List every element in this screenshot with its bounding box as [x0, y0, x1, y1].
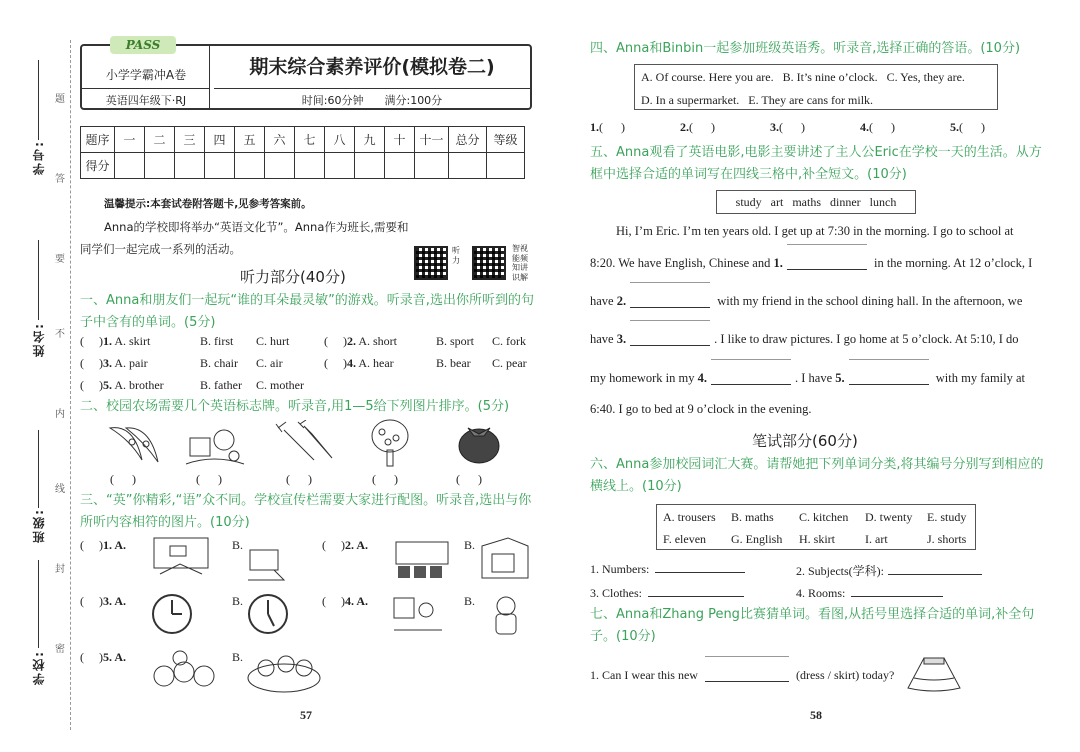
- q2-answer-5[interactable]: ( ): [456, 472, 482, 486]
- class-line: [38, 430, 39, 508]
- qr-video-label: 智视能频知讲识解: [512, 244, 528, 282]
- q5-num: 3.: [616, 332, 627, 346]
- score-header-cell: 题序: [81, 127, 115, 153]
- q1-option-a[interactable]: A. brother: [114, 378, 164, 392]
- skirt-picture: [904, 654, 964, 696]
- series-name: 小学学霸冲A卷: [105, 68, 187, 82]
- score-header-cell: 三: [175, 127, 205, 153]
- seal-char: 内: [55, 409, 65, 420]
- vegetables-picture: [244, 646, 324, 696]
- score-header-cell: 四: [205, 127, 235, 153]
- q7-sentence-1: [590, 668, 894, 683]
- school-line: [38, 560, 39, 648]
- seal-char: 答: [55, 174, 65, 185]
- q6-word: B. maths: [731, 510, 774, 524]
- q1-option-b[interactable]: B. first: [200, 334, 234, 348]
- q4-title: 四、Anna和Binbin一起参加班级英语秀。听录音,选择正确的答语。(10分): [590, 41, 1021, 56]
- q5-text: 8:20. We have English, Chinese and: [590, 256, 771, 270]
- q5-text: . I have: [795, 371, 833, 385]
- q5-line-6: 6:40. I go to bed at 9 o’clock in the evening.: [590, 402, 812, 416]
- q6-category-label: 3. Clothes:: [590, 586, 643, 600]
- score-cell[interactable]: [265, 153, 295, 179]
- q6-title: 六、Anna参加校园词汇大赛。请帮她把下列单词分类,将其编号分别写到相应的横线上。(10分): [590, 457, 1044, 494]
- q5-line-5: [590, 371, 1025, 386]
- q6-category-label: 2. Subjects(学科):: [796, 564, 884, 578]
- score-cell[interactable]: [175, 153, 205, 179]
- q5-blank-5[interactable]: [849, 373, 929, 385]
- q6-word: F. eleven: [663, 532, 707, 546]
- pea-pod-picture: [104, 420, 164, 468]
- score-header-cell: 八: [325, 127, 355, 153]
- q5-text: . I like to draw pictures. I go home at 5 o’clock. At 5:10, I do: [714, 332, 1019, 346]
- q5-num: 5.: [835, 371, 845, 385]
- exam-meta: [214, 88, 530, 108]
- q1-option-a[interactable]: A. pair: [114, 356, 148, 370]
- q6-word: E. study: [927, 510, 967, 524]
- score-header-cell: 七: [295, 127, 325, 153]
- q5-text: my homework in my: [590, 371, 695, 385]
- exam-header: [80, 38, 532, 110]
- q4-options-line-1: A. Of course. Here you are. B. It’s nine o’clock. C. Yes, they are.: [641, 70, 965, 84]
- time-limit: 时间:60分钟: [301, 94, 364, 107]
- q6-blank-4[interactable]: [851, 596, 943, 597]
- q3-item-4: ( )4. A.: [322, 594, 369, 608]
- q3-option-b[interactable]: B.: [464, 538, 476, 552]
- score-cell[interactable]: [487, 153, 525, 179]
- q5-blank-1[interactable]: [787, 258, 867, 270]
- score-table: [80, 126, 525, 179]
- score-header-cell: 一: [115, 127, 145, 153]
- qr-listen-label: 听力: [452, 246, 460, 265]
- pass-badge: PASS: [110, 36, 176, 54]
- writing-section-title: 笔试部分(60分): [752, 432, 858, 450]
- student-id-line: [38, 60, 39, 140]
- header-series-box: [82, 38, 210, 108]
- q3-option-a[interactable]: 2. A.: [345, 538, 369, 552]
- q4-num: 5.: [950, 120, 959, 134]
- q4-num: 1.: [590, 120, 599, 134]
- q1-option-a[interactable]: A. skirt: [114, 334, 151, 348]
- q5-title: 五、Anna观看了英语电影,电影主要讲述了主人公Eric在学校一天的生活。从方框中选择合适的单词写在四线三格中,补全短文。(10分): [590, 145, 1042, 182]
- edition-label: 英语四年级下·RJ: [82, 88, 210, 108]
- gym-picture: [478, 536, 532, 582]
- score-row-label: 得分: [81, 153, 115, 179]
- q5-word-box: study art maths dinner lunch: [716, 190, 916, 214]
- q6-blank-2[interactable]: [888, 574, 982, 575]
- q3-item-5: ( )5. A.: [80, 650, 127, 664]
- q5-line-2: [590, 256, 1032, 271]
- q1-row-3: ( )3. A. pair: [80, 356, 148, 370]
- seal-char: 密: [55, 644, 65, 655]
- q7-blank-1[interactable]: [705, 670, 789, 682]
- farm-scene-picture: [184, 420, 246, 470]
- q5-text: with my family at: [935, 371, 1026, 385]
- score-cell[interactable]: [415, 153, 449, 179]
- q7-title: 七、Anna和Zhang Peng比赛猜单词。看图,从括号里选择合适的单词,补全句子。(10分): [590, 607, 1035, 644]
- q5-blank-2[interactable]: [630, 296, 710, 308]
- q5-text: in the morning. At 12 o’clock, I: [873, 256, 1033, 270]
- q6-category-3: [590, 586, 744, 601]
- apple-tree-picture: [368, 418, 412, 468]
- q5-text: have: [590, 294, 614, 308]
- qr-code-listen[interactable]: [414, 246, 448, 280]
- q3-item-3: ( )3. A.: [80, 594, 127, 608]
- seal-char: 题: [55, 94, 65, 105]
- score-header-cell: 六: [265, 127, 295, 153]
- q1-option-c[interactable]: C. mother: [256, 378, 304, 392]
- q1-option-c[interactable]: C. fork: [492, 334, 526, 348]
- q6-word: G. English: [731, 532, 783, 546]
- q1-option-b[interactable]: B. bear: [436, 356, 471, 370]
- score-header-cell: 十: [385, 127, 415, 153]
- exam-title: 期末综合素养评价(模拟卷二): [249, 56, 495, 78]
- q6-category-2: [796, 562, 982, 579]
- q1-num: 2.: [347, 334, 356, 348]
- study-room-picture: [390, 594, 446, 638]
- listening-section-title: 听力部分(40分): [240, 268, 346, 286]
- score-cell[interactable]: [325, 153, 355, 179]
- q1-num: 5.: [103, 378, 112, 392]
- q2-answer-3[interactable]: ( ): [286, 472, 312, 486]
- q1-option-b[interactable]: B. sport: [436, 334, 475, 348]
- cat-picture: [484, 592, 528, 640]
- score-cell[interactable]: [115, 153, 145, 179]
- q6-category-4: [796, 586, 943, 601]
- q1-option-c[interactable]: C. hurt: [256, 334, 290, 348]
- full-score: 满分:100分: [384, 94, 443, 107]
- clock-a-picture: [150, 592, 194, 636]
- q5-text: with my friend in the school dining hall. In the afternoon, we: [717, 294, 1023, 308]
- fruits-picture: [150, 646, 222, 694]
- q1-num: 1.: [103, 334, 112, 348]
- score-header-cell: 十一: [415, 127, 449, 153]
- q3-option-b[interactable]: B.: [232, 594, 244, 608]
- score-header-cell: 五: [235, 127, 265, 153]
- q5-line-1: Hi, I’m Eric. I’m ten years old. I get up at 7:30 in the morning. I go to school at: [616, 224, 1014, 238]
- school-label: 学校:: [32, 650, 46, 685]
- score-header-cell: 等级: [487, 127, 525, 153]
- q5-line-4: [590, 332, 1019, 347]
- q6-word: A. trousers: [663, 510, 716, 524]
- q6-category-1: [590, 562, 745, 577]
- q1-row-1: ( )1. A. skirt: [80, 334, 151, 348]
- q4-options-box: [634, 64, 998, 110]
- q2-title: 二、校园农场需要几个英语标志牌。听录音,用1—5给下列图片排序。(5分): [80, 399, 510, 414]
- score-cell[interactable]: [385, 153, 415, 179]
- q7-text: 1. Can I wear this new: [590, 668, 698, 682]
- computer-room-picture: [244, 540, 290, 584]
- q3-option-b[interactable]: B.: [232, 538, 244, 552]
- q6-word: H. skirt: [799, 532, 835, 546]
- q5-num: 4.: [697, 371, 708, 385]
- q6-category-label: 1. Numbers:: [590, 562, 650, 576]
- q2-answer-4[interactable]: ( ): [372, 472, 398, 486]
- q6-word: C. kitchen: [799, 510, 849, 524]
- q1-num: 3.: [103, 356, 112, 370]
- q3-item-2: ( )2. A.: [322, 538, 369, 552]
- q5-blank-3[interactable]: [630, 334, 710, 346]
- seal-char: 线: [55, 484, 65, 495]
- score-cell[interactable]: [145, 153, 175, 179]
- q1-option-c[interactable]: C. air: [256, 356, 283, 370]
- q5-num: 2.: [616, 294, 627, 308]
- q5-num: 1.: [773, 256, 783, 270]
- q3-option-a[interactable]: 1. A.: [103, 538, 127, 552]
- q4-answer-3[interactable]: 3.( ): [770, 120, 805, 134]
- q6-word: J. shorts: [927, 532, 967, 546]
- score-cell[interactable]: [355, 153, 385, 179]
- q1-option-c[interactable]: C. pear: [492, 356, 527, 370]
- classroom-picture: [150, 534, 212, 582]
- score-cell[interactable]: [235, 153, 265, 179]
- page-number-left: 57: [300, 708, 312, 722]
- score-header-cell: 九: [355, 127, 385, 153]
- q5-blank-4[interactable]: [711, 373, 791, 385]
- q4-answer-1[interactable]: 1.( ): [590, 120, 625, 134]
- q1-option-b[interactable]: B. chair: [200, 356, 238, 370]
- carrot-picture: [274, 420, 338, 468]
- q7-text: (dress / skirt) today?: [795, 668, 895, 682]
- q3-option-b[interactable]: B.: [232, 650, 244, 664]
- score-header-cell: 总分: [449, 127, 487, 153]
- class-label: 班级:: [32, 508, 46, 543]
- q1-row-5: ( )5. A. brother: [80, 378, 164, 392]
- q5-text: have: [590, 332, 614, 346]
- q3-option-b[interactable]: B.: [464, 594, 476, 608]
- q1-option-b[interactable]: B. father: [200, 378, 242, 392]
- q1-title: 一、Anna和朋友们一起玩“谁的耳朵最灵敏”的游戏。听录音,选出你所听到的句子中含有的单词。(5分): [80, 293, 534, 330]
- tip-text: 温馨提示:本套试卷附答题卡,见参考答案前。: [104, 198, 312, 210]
- q1-num: 4.: [347, 356, 356, 370]
- q3-option-a[interactable]: 5. A.: [103, 650, 127, 664]
- q3-item-1: ( )1. A.: [80, 538, 127, 552]
- q4-answer-4[interactable]: 4.( ): [860, 120, 895, 134]
- q4-num: 4.: [860, 120, 869, 134]
- page-number-right: 58: [810, 708, 822, 722]
- q1-option-a[interactable]: A. short: [358, 334, 398, 348]
- q6-word-box: [656, 504, 976, 550]
- score-header-cell: 二: [145, 127, 175, 153]
- seal-char: 要: [55, 254, 65, 265]
- seal-char: 不: [55, 329, 65, 340]
- name-label: 姓名:: [32, 322, 46, 357]
- name-line: [38, 240, 39, 320]
- q1-row-4: ( )4. A. hear: [324, 356, 394, 370]
- q4-num: 3.: [770, 120, 779, 134]
- q3-title: 三、“英”你精彩,“语”众不同。学校宣传栏需要大家进行配图。听录音,选出与你所听内容相符的图片。(10分): [80, 493, 532, 530]
- tomato-picture: [454, 418, 504, 468]
- q6-category-label: 4. Rooms:: [796, 586, 846, 600]
- q5-line-3: [590, 294, 1022, 309]
- score-cell[interactable]: [295, 153, 325, 179]
- q6-word: D. twenty: [865, 510, 913, 524]
- q6-word: I. art: [865, 532, 888, 546]
- q6-blank-1[interactable]: [655, 572, 745, 573]
- clock-b-picture: [246, 592, 290, 636]
- q3-option-a[interactable]: 4. A.: [345, 594, 369, 608]
- binding-line: [70, 40, 71, 730]
- qr-code-video[interactable]: [472, 246, 506, 280]
- q2-answer-2[interactable]: ( ): [196, 472, 222, 486]
- q1-option-a[interactable]: A. hear: [358, 356, 394, 370]
- intro-text: Anna的学校即将举办“英语文化节”。Anna作为班长,需要和同学们一起完成一系列的活动。: [80, 220, 409, 256]
- score-cell[interactable]: [449, 153, 487, 179]
- q4-answer-2[interactable]: 2.( ): [680, 120, 715, 134]
- q2-answer-1[interactable]: ( ): [110, 472, 136, 486]
- q1-row-2: ( )2. A. short: [324, 334, 398, 348]
- q4-options-line-2: D. In a supermarket. E. They are cans for milk.: [641, 93, 874, 107]
- student-id-label: 学号:: [32, 140, 46, 175]
- score-cell[interactable]: [205, 153, 235, 179]
- seal-char: 封: [55, 564, 65, 575]
- library-picture: [392, 538, 452, 582]
- q6-blank-3[interactable]: [648, 596, 744, 597]
- q4-answer-5[interactable]: 5.( ): [950, 120, 985, 134]
- q4-num: 2.: [680, 120, 689, 134]
- q3-option-a[interactable]: 3. A.: [103, 594, 127, 608]
